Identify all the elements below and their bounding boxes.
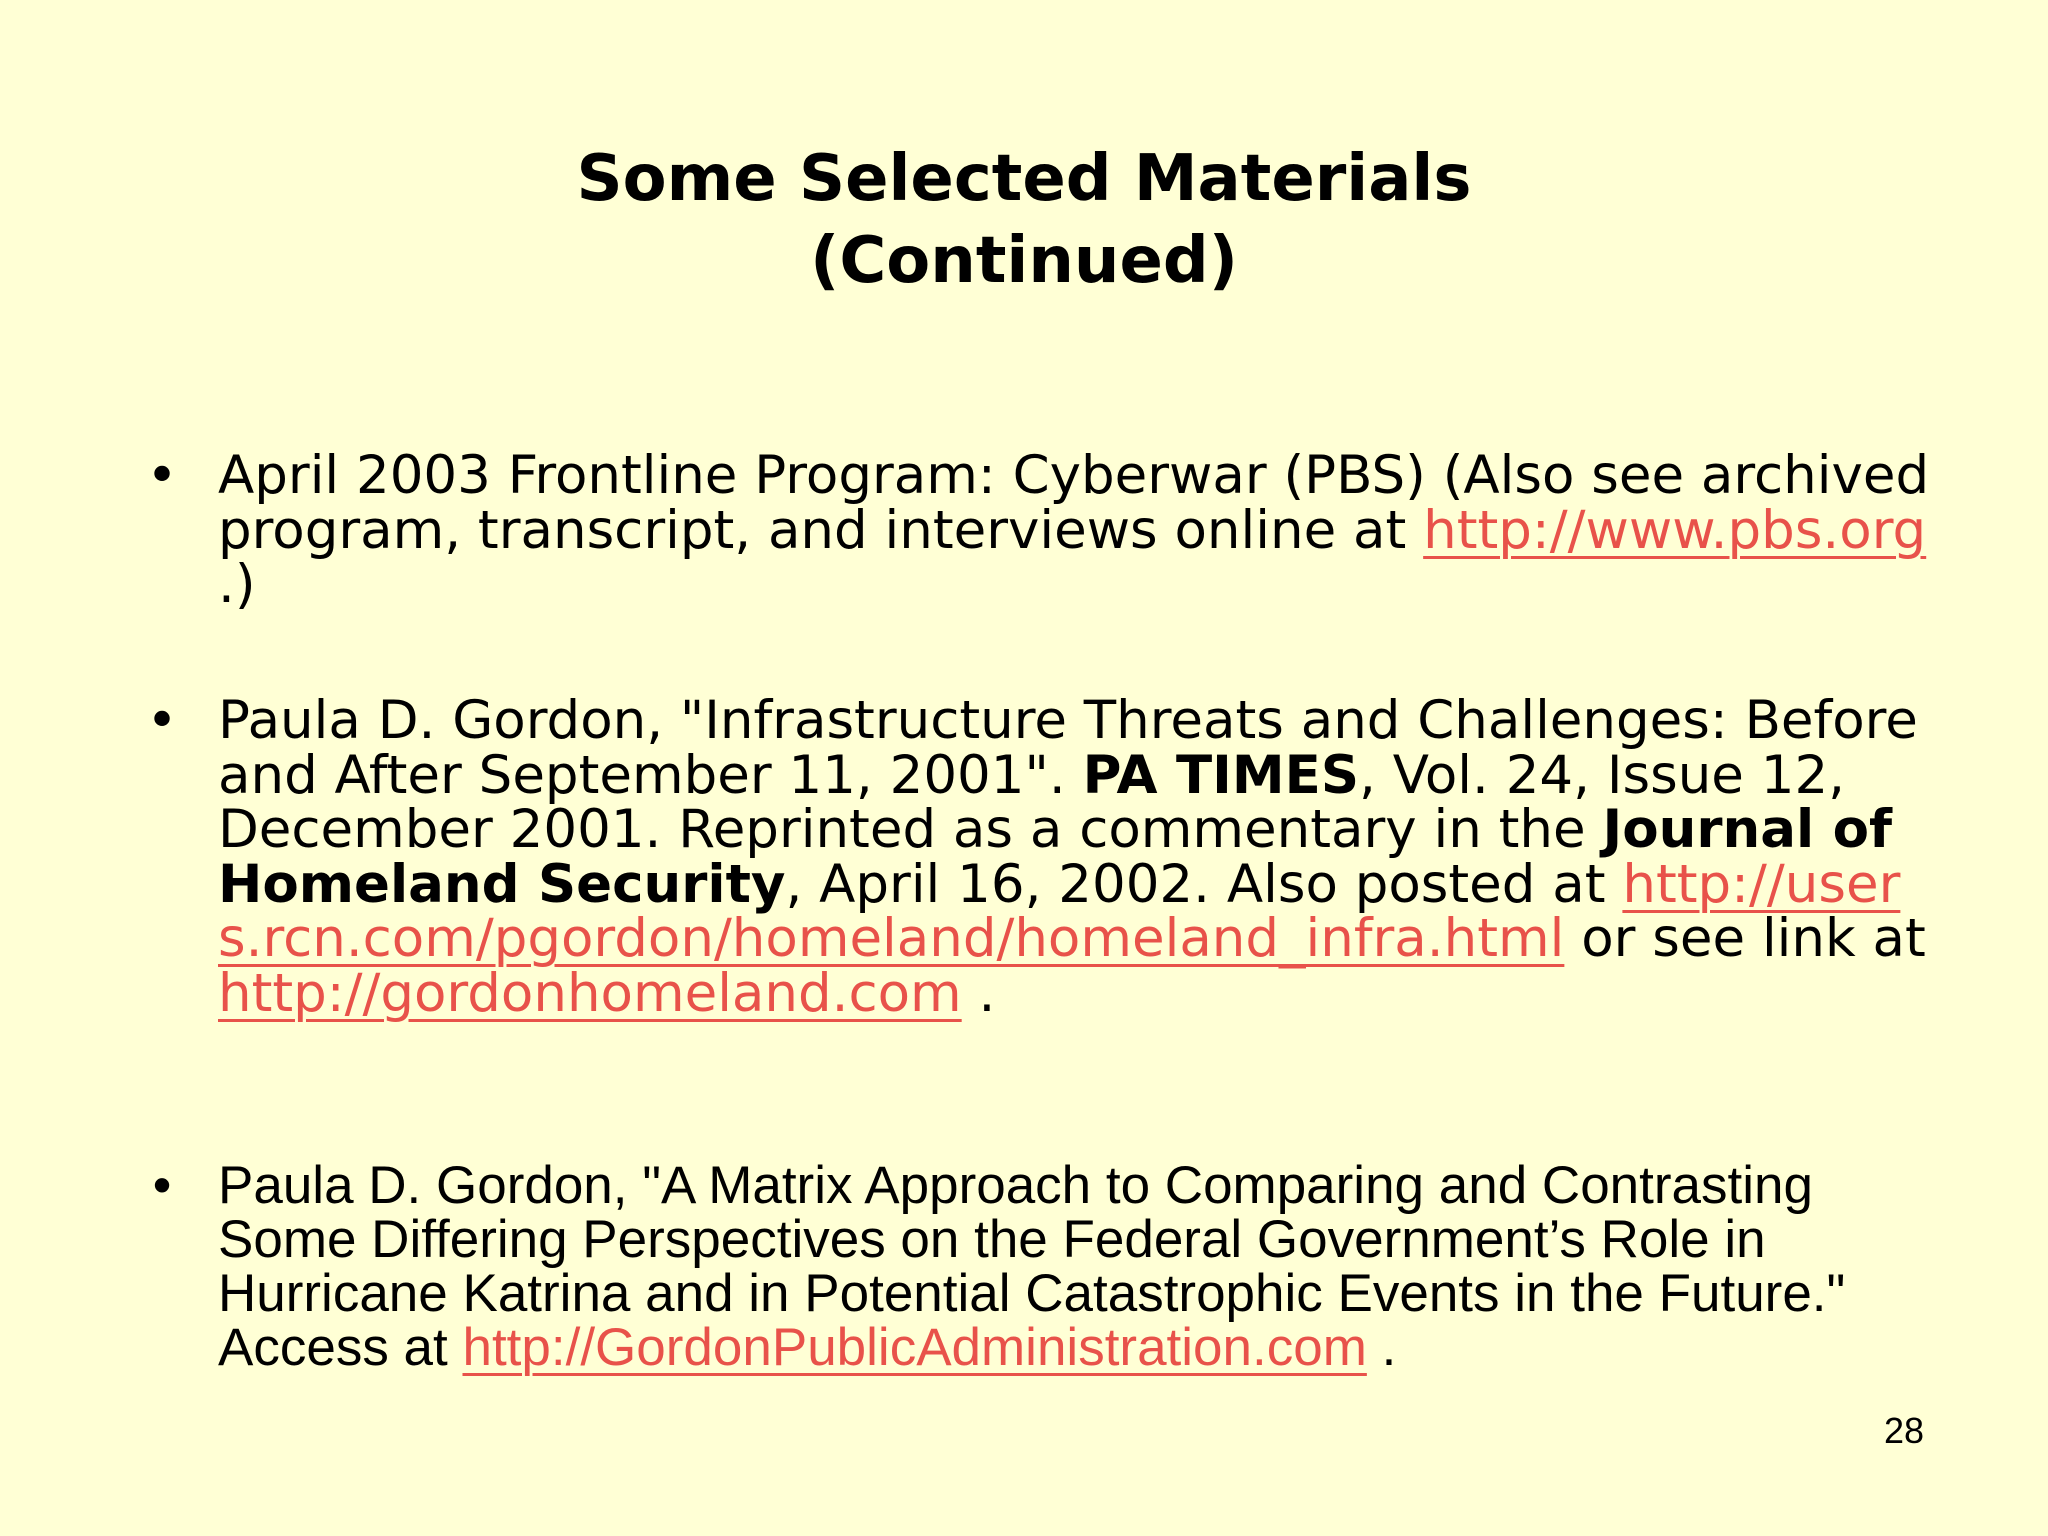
homeland-infra-link[interactable]: http://users.rcn.com/pgordon/homeland/homeland_infra.html: [218, 853, 1901, 969]
item-text: Paula D. Gordon, "A Matrix Approach to Comparing and Contrasting Some Differing Perspectives on the Federal Government’s Role in Hurricane Katrina and in Potential Catastrophic Events in the Future." Access at: [218, 1156, 1846, 1377]
title-line-1: Some Selected Materials: [576, 142, 1472, 216]
title-line-2: (Continued): [810, 224, 1238, 298]
bullet-icon: •: [146, 445, 178, 506]
bullet-icon: •: [146, 690, 178, 751]
list-item-matrix-approach: [152, 1156, 1938, 1377]
item-text: , April 16, 2002. Also posted at: [785, 853, 1623, 915]
list-item-frontline: [146, 445, 1938, 615]
item-text: .: [1366, 1318, 1397, 1377]
list-item-infrastructure-threats: [146, 690, 1938, 1024]
gordon-public-admin-link[interactable]: http://GordonPublicAdministration.com: [462, 1318, 1367, 1377]
item-text: Paula D. Gordon, "Infrastructure Threats and Challenges: Before and After September 11, 2001".: [218, 690, 1918, 806]
item-text: .: [961, 962, 996, 1024]
bullet-icon: •: [152, 1156, 172, 1215]
pbs-link[interactable]: http://www.pbs.org: [1423, 499, 1927, 561]
page-number: 28: [1883, 1410, 1924, 1451]
item-text: .): [218, 554, 256, 615]
item-text: or see link at: [1564, 908, 1926, 969]
gordonhomeland-link[interactable]: http://gordonhomeland.com: [218, 962, 962, 1024]
item-text: April 2003 Frontline Program: Cyberwar (PBS) (Also see archived program, transcript, and interviews online at: [218, 445, 1930, 561]
journal-title: Journal of Homeland Security: [218, 799, 1893, 915]
pa-times-title: PA TIMES: [1082, 744, 1360, 806]
item-text: , Vol. 24, Issue 12, December 2001. Reprinted as a commentary in the: [218, 744, 1846, 860]
